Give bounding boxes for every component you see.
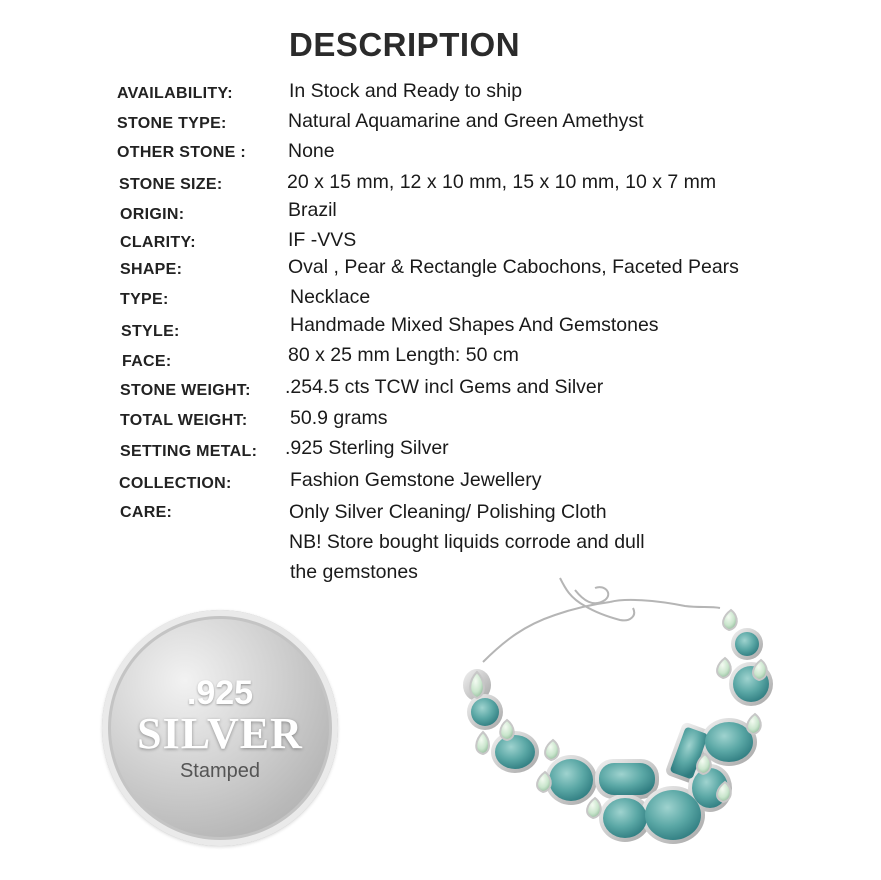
spec-label: SETTING METAL: [120, 443, 258, 460]
spec-value: 80 x 25 mm Length: 50 cm [288, 344, 519, 366]
necklace-chain [483, 578, 720, 662]
spec-value: In Stock and Ready to ship [289, 80, 523, 102]
spec-label: CARE: [120, 504, 173, 521]
spec-label: OTHER STONE : [117, 144, 246, 161]
spec-value-extra: NB! Store bought liquids corrode and dull [289, 531, 645, 553]
spec-value: IF -VVS [288, 229, 357, 251]
spec-row-total-weight [0, 407, 881, 437]
spec-row-origin [0, 199, 881, 229]
silver-stamp-seal [102, 610, 338, 846]
spec-value: Natural Aquamarine and Green Amethyst [288, 110, 644, 132]
spec-value: Only Silver Cleaning/ Polishing Cloth [289, 501, 607, 523]
spec-row-collection [0, 469, 881, 499]
spec-label: COLLECTION: [119, 475, 232, 492]
spec-value: .925 Sterling Silver [285, 437, 449, 459]
spec-label: STONE SIZE: [119, 176, 223, 193]
spec-row-style [0, 314, 881, 344]
spec-row-stone-weight [0, 376, 881, 406]
spec-label: AVAILABILITY: [117, 85, 233, 102]
spec-label: ORIGIN: [120, 206, 185, 223]
page-title: DESCRIPTION [289, 26, 521, 63]
spec-value: 20 x 15 mm, 12 x 10 mm, 15 x 10 mm, 10 x 7 mm [287, 171, 717, 193]
spec-row-stone-size [0, 171, 881, 201]
spec-value: Brazil [288, 199, 337, 221]
spec-row-stone-type [0, 110, 881, 140]
spec-value: Fashion Gemstone Jewellery [290, 469, 542, 491]
spec-value: Handmade Mixed Shapes And Gemstones [290, 314, 659, 336]
spec-row-setting-metal [0, 437, 881, 467]
spec-label: SHAPE: [120, 261, 183, 278]
spec-value: Necklace [290, 286, 371, 308]
spec-label: TOTAL WEIGHT: [120, 412, 248, 429]
seal-fineness: .925 [186, 674, 254, 712]
spec-row-type [0, 286, 881, 316]
spec-value: 50.9 grams [290, 407, 388, 429]
spec-value-extra: the gemstones [290, 561, 418, 583]
spec-value: None [288, 140, 335, 162]
spec-row-other-stone [0, 140, 881, 170]
spec-label: STONE TYPE: [117, 115, 227, 132]
spec-label: STYLE: [121, 323, 180, 340]
necklace-image [455, 570, 785, 850]
spec-label: FACE: [122, 353, 172, 370]
spec-label: STONE WEIGHT: [120, 382, 251, 399]
seal-mark: Stamped [179, 760, 261, 782]
spec-label: TYPE: [120, 291, 169, 308]
seal-metal: SILVER [137, 709, 303, 758]
spec-value: .254.5 cts TCW incl Gems and Silver [285, 376, 604, 398]
spec-row-shape [0, 256, 881, 286]
spec-label: CLARITY: [120, 234, 196, 251]
spec-row-clarity [0, 229, 881, 259]
spec-row-availability [0, 80, 881, 110]
spec-row-face [0, 344, 881, 374]
spec-value: Oval , Pear & Rectangle Cabochons, Faceted Pears [288, 256, 739, 278]
